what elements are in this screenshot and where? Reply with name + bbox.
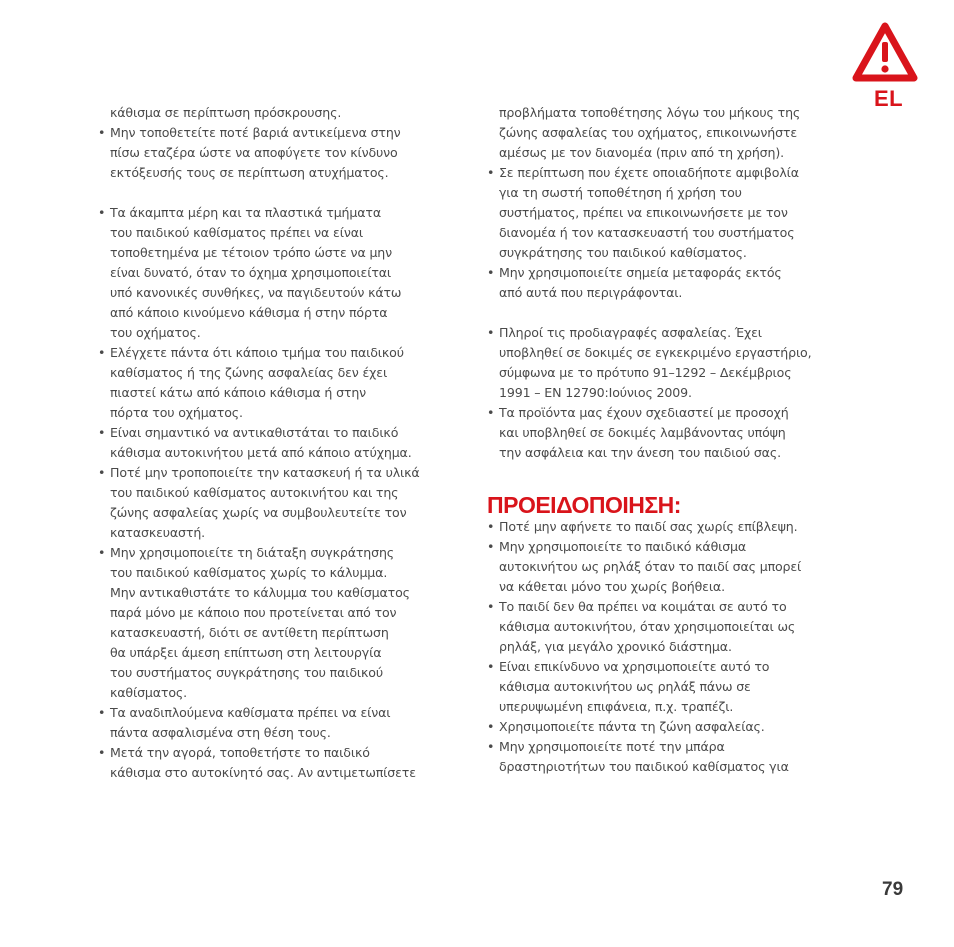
bullet-item: • Τα αναδιπλούμενα καθίσματα πρέπει να είναι πάντα ασφαλισμένα στη θέση τους. — [98, 703, 458, 743]
bullet-item: • Είναι σημαντικό να αντικαθιστάται το παιδικό κάθισμα αυτοκινήτου μετά από κάποιο ατύχημα. — [98, 423, 458, 463]
bullet-item: • Μην τοποθετείτε ποτέ βαριά αντικείμενα στην πίσω εταζέρα ώστε να αποφύγετε τον κίνδυνο εκτόξευσής τους σε περίπτωση ατυχήματος. — [98, 123, 458, 183]
bullet-item: • Μην χρησιμοποιείτε το παιδικό κάθισμα αυτοκινήτου ως ρηλάξ όταν το παιδί σας μπορεί να κάθεται μόνο του χωρίς βοήθεια. — [487, 537, 847, 597]
right-column — [487, 103, 847, 777]
paragraph: προβλήματα τοποθέτησης λόγω του μήκους της ζώνης ασφαλείας του οχήματος, επικοινωνήστε αμέσως με τον διανομέα (πριν από τη χρήση). — [499, 105, 801, 160]
page-number: 79 — [882, 879, 904, 900]
bullet-item: • Μετά την αγορά, τοποθετήστε το παιδικό κάθισμα στο αυτοκίνητό σας. Αν αντιμετωπίσετε — [98, 743, 458, 783]
language-code: EL — [874, 86, 904, 111]
bullet-item: • Μην χρησιμοποιείτε σημεία μεταφοράς εκτός από αυτά που περιγράφονται. — [487, 263, 847, 303]
warning-triangle-icon — [852, 22, 918, 84]
bullet-item: • Είναι επικίνδυνο να χρησιμοποιείτε αυτό το κάθισμα αυτοκινήτου ως ρηλάξ πάνω σε υπερυψωμένη επιφάνεια, π.χ. τραπέζι. — [487, 657, 847, 717]
bullet-item: • Το παιδί δεν θα πρέπει να κοιμάται σε αυτό το κάθισμα αυτοκινήτου, όταν χρησιμοποιείται ως ρηλάξ, για μεγάλο χρονικό διάστημα. — [487, 597, 847, 657]
bullet-item: • Τα προϊόντα μας έχουν σχεδιαστεί με προσοχή και υποβληθεί σε δοκιμές λαμβάνοντας υπόψη την ασφάλεια και την άνεση του παιδιού σας. — [487, 403, 847, 463]
bullet-item: • Χρησιμοποιείτε πάντα τη ζώνη ασφαλείας. — [487, 717, 847, 737]
bullet-item: • Ποτέ μην αφήνετε το παιδί σας χωρίς επίβλεψη. — [487, 517, 847, 537]
bullet-item: • Ελέγχετε πάντα ότι κάποιο τμήμα του παιδικού καθίσματος ή της ζώνης ασφαλείας δεν έχει πιαστεί κάτω από κάποιο κάθισμα ή στην πόρτα του οχήματος. — [98, 343, 458, 423]
paragraph: κάθισμα σε περίπτωση πρόσκρουσης. — [110, 105, 342, 120]
bullet-item: • Μην χρησιμοποιείτε τη διάταξη συγκράτησης του παιδικού καθίσματος χωρίς το κάλυμμα. Μην αντικαθιστάτε το κάλυμμα του καθίσματος παρά μόνο με κάποιο που προτείνεται από τον κατασκευαστή, διότι σε αντίθετη περίπτωση θα υπάρξει άμεση επίπτωση στη λειτουργία του συστήματος συγκράτησης του παιδικού καθίσματος. — [98, 543, 458, 703]
left-column — [98, 103, 458, 783]
bullet-item: • Ποτέ μην τροποποιείτε την κατασκευή ή τα υλικά του παιδικού καθίσματος αυτοκινήτου και της ζώνης ασφαλείας χωρίς να συμβουλευτείτε τον κατασκευαστή. — [98, 463, 458, 543]
bullet-item: • Τα άκαμπτα μέρη και τα πλαστικά τμήματα του παιδικού καθίσματος πρέπει να είναι τοποθετημένα με τέτοιον τρόπο ώστε να μην είναι δυνατό, όταν το όχημα χρησιμοποιείται υπό κανονικές συνθήκες, να παγιδευτούν κάτω από κάποιο κινούμενο κάθισμα ή στην πόρτα του οχήματος. — [98, 203, 458, 343]
warning-heading: ΠΡΟΕΙΔΟΠΟΙΗΣΗ: — [487, 492, 681, 518]
warning-list — [487, 517, 847, 777]
bullet-item: • Πληροί τις προδιαγραφές ασφαλείας. Έχει υποβληθεί σε δοκιμές σε εγκεκριμένο εργαστήριο, σύμφωνα με το πρότυπο 91–1292 – Δεκέμβριος 1991 – EN 12790:Ιούνιος 2009. — [487, 323, 847, 403]
bullet-item: • Σε περίπτωση που έχετε οποιαδήποτε αμφιβολία για τη σωστή τοποθέτηση ή χρήση του συστήματος, πρέπει να επικοινωνήσετε με τον διανομέα ή τον κατασκευαστή του συστήματος συγκράτησης του παιδικού καθίσματος. — [487, 163, 847, 263]
right-column-top — [487, 103, 847, 463]
bullet-item: • Μην χρησιμοποιείτε ποτέ την μπάρα δραστηριοτήτων του παιδικού καθίσματος για — [487, 737, 847, 777]
